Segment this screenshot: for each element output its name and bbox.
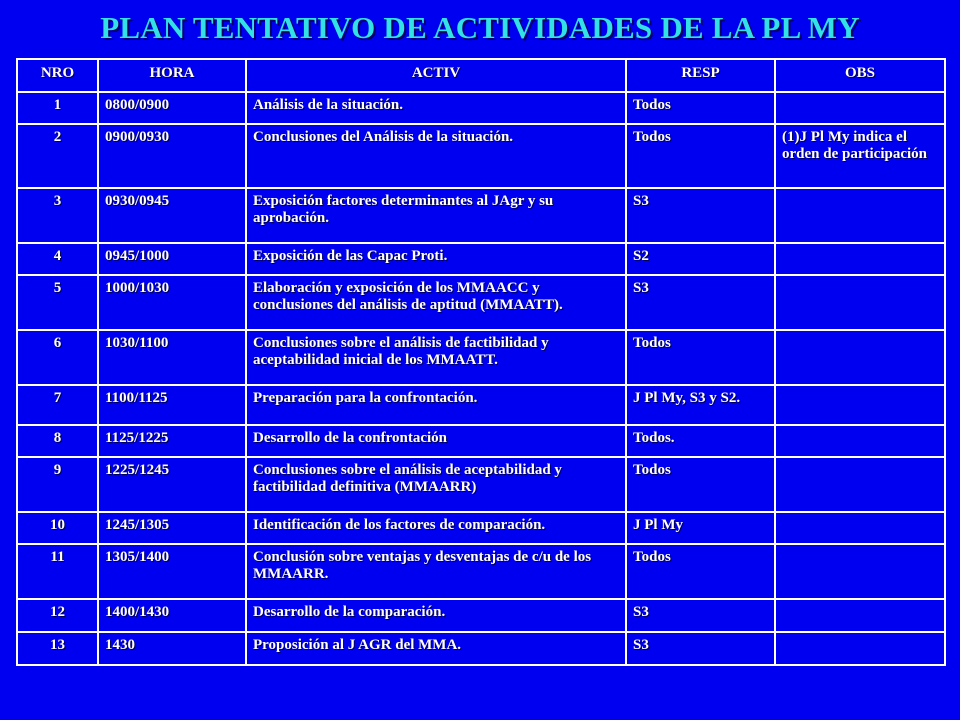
cell-nro: 7 bbox=[17, 385, 98, 425]
table-row bbox=[17, 330, 945, 385]
cell-nro: 6 bbox=[17, 330, 98, 385]
page-title: PLAN TENTATIVO DE ACTIVIDADES DE LA PL MY bbox=[100, 10, 860, 45]
cell-resp: J Pl My bbox=[626, 512, 775, 544]
cell-resp: Todos bbox=[626, 330, 775, 385]
cell-resp: S2 bbox=[626, 243, 775, 275]
cell-activ: Preparación para la confrontación. bbox=[246, 385, 626, 425]
cell-activ: Identificación de los factores de comparación. bbox=[246, 512, 626, 544]
cell-hora: 0930/0945 bbox=[98, 188, 246, 243]
cell-activ: Exposición factores determinantes al JAgr y su aprobación. bbox=[246, 188, 626, 243]
cell-activ: Conclusiones sobre el análisis de factibilidad y aceptabilidad inicial de los MMAATT. bbox=[246, 330, 626, 385]
activities-table bbox=[16, 58, 946, 666]
cell-nro: 1 bbox=[17, 92, 98, 124]
cell-nro: 12 bbox=[17, 599, 98, 632]
cell-obs bbox=[775, 243, 945, 275]
cell-activ: Desarrollo de la comparación. bbox=[246, 599, 626, 632]
cell-activ: Análisis de la situación. bbox=[246, 92, 626, 124]
cell-hora: 0945/1000 bbox=[98, 243, 246, 275]
cell-resp: Todos bbox=[626, 92, 775, 124]
table-row bbox=[17, 632, 945, 665]
header-nro: NRO bbox=[17, 59, 98, 92]
cell-resp: S3 bbox=[626, 599, 775, 632]
cell-nro: 8 bbox=[17, 425, 98, 457]
cell-obs bbox=[775, 385, 945, 425]
cell-hora: 1225/1245 bbox=[98, 457, 246, 512]
table-row bbox=[17, 544, 945, 599]
cell-obs: (1)J Pl My indica el orden de participación bbox=[775, 124, 945, 188]
cell-nro: 4 bbox=[17, 243, 98, 275]
table-row bbox=[17, 457, 945, 512]
cell-activ: Desarrollo de la confrontación bbox=[246, 425, 626, 457]
cell-obs bbox=[775, 188, 945, 243]
cell-resp: Todos bbox=[626, 544, 775, 599]
cell-activ: Exposición de las Capac Proti. bbox=[246, 243, 626, 275]
cell-nro: 13 bbox=[17, 632, 98, 665]
cell-obs bbox=[775, 544, 945, 599]
table-row bbox=[17, 425, 945, 457]
cell-hora: 1245/1305 bbox=[98, 512, 246, 544]
cell-nro: 9 bbox=[17, 457, 98, 512]
cell-obs bbox=[775, 457, 945, 512]
table-row bbox=[17, 275, 945, 330]
cell-activ: Conclusiones del Análisis de la situación. bbox=[246, 124, 626, 188]
cell-resp: J Pl My, S3 y S2. bbox=[626, 385, 775, 425]
cell-nro: 2 bbox=[17, 124, 98, 188]
cell-obs bbox=[775, 599, 945, 632]
cell-obs bbox=[775, 632, 945, 665]
cell-resp: Todos bbox=[626, 457, 775, 512]
cell-obs bbox=[775, 330, 945, 385]
cell-hora: 1400/1430 bbox=[98, 599, 246, 632]
cell-nro: 11 bbox=[17, 544, 98, 599]
cell-resp: Todos bbox=[626, 124, 775, 188]
cell-hora: 1430 bbox=[98, 632, 246, 665]
cell-resp: S3 bbox=[626, 275, 775, 330]
cell-hora: 1125/1225 bbox=[98, 425, 246, 457]
cell-hora: 1030/1100 bbox=[98, 330, 246, 385]
cell-obs bbox=[775, 275, 945, 330]
table-row bbox=[17, 92, 945, 124]
cell-activ: Conclusiones sobre el análisis de aceptabilidad y factibilidad definitiva (MMAARR) bbox=[246, 457, 626, 512]
cell-activ: Proposición al J AGR del MMA. bbox=[246, 632, 626, 665]
header-activ: ACTIV bbox=[246, 59, 626, 92]
cell-hora: 1000/1030 bbox=[98, 275, 246, 330]
cell-resp: S3 bbox=[626, 632, 775, 665]
cell-nro: 10 bbox=[17, 512, 98, 544]
cell-activ: Elaboración y exposición de los MMAACC y conclusiones del análisis de aptitud (MMAATT). bbox=[246, 275, 626, 330]
cell-hora: 0800/0900 bbox=[98, 92, 246, 124]
cell-activ: Conclusión sobre ventajas y desventajas de c/u de los MMAARR. bbox=[246, 544, 626, 599]
cell-nro: 3 bbox=[17, 188, 98, 243]
table-row bbox=[17, 512, 945, 544]
header-obs: OBS bbox=[775, 59, 945, 92]
cell-resp: Todos. bbox=[626, 425, 775, 457]
cell-hora: 1100/1125 bbox=[98, 385, 246, 425]
cell-hora: 1305/1400 bbox=[98, 544, 246, 599]
cell-obs bbox=[775, 92, 945, 124]
cell-resp: S3 bbox=[626, 188, 775, 243]
table-row bbox=[17, 243, 945, 275]
cell-obs bbox=[775, 512, 945, 544]
table-header-row bbox=[17, 59, 945, 92]
header-resp: RESP bbox=[626, 59, 775, 92]
table-row bbox=[17, 188, 945, 243]
header-hora: HORA bbox=[98, 59, 246, 92]
cell-hora: 0900/0930 bbox=[98, 124, 246, 188]
table-row bbox=[17, 599, 945, 632]
table-row bbox=[17, 124, 945, 188]
cell-obs bbox=[775, 425, 945, 457]
cell-nro: 5 bbox=[17, 275, 98, 330]
table-row bbox=[17, 385, 945, 425]
